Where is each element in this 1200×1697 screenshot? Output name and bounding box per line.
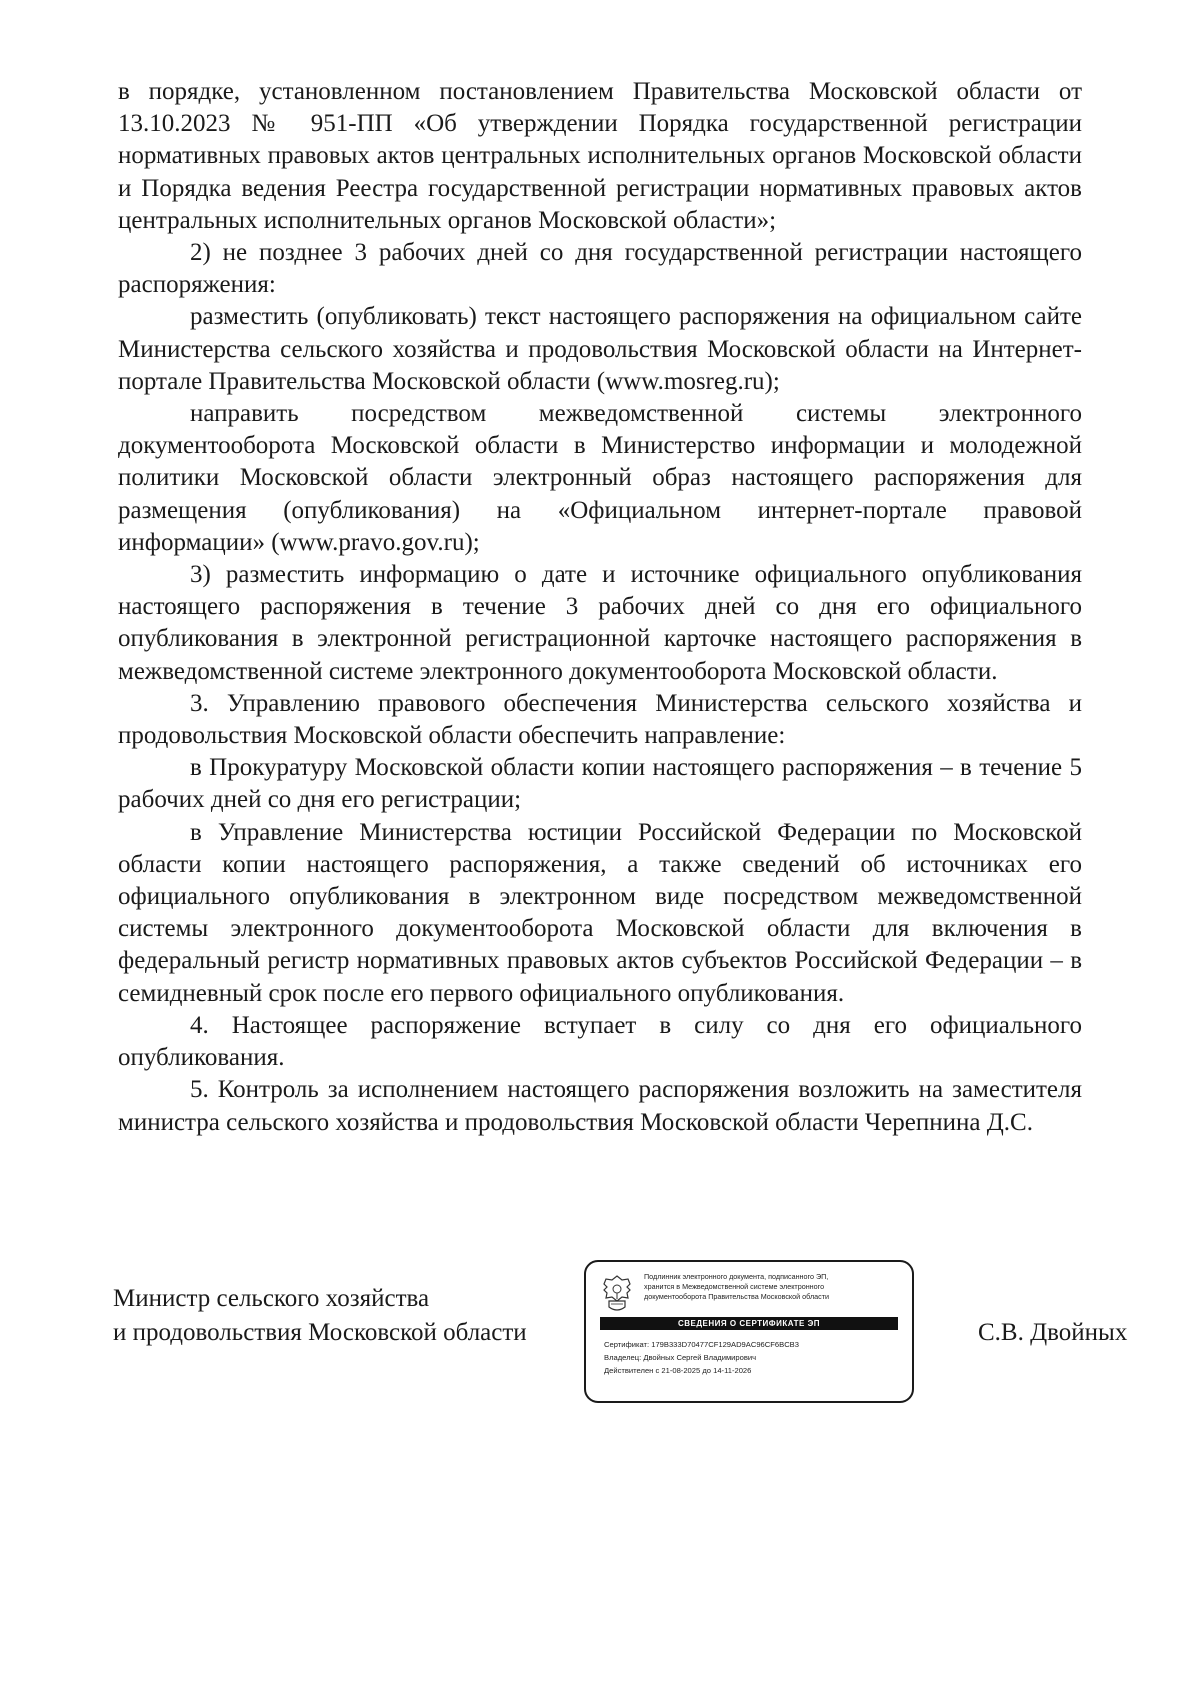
signatory-title-line: Министр сельского хозяйства: [113, 1285, 430, 1312]
stamp-certificate-banner: СВЕДЕНИЯ О СЕРТИФИКАТЕ ЭП: [600, 1317, 898, 1330]
stamp-header-line: документооборота Правительства Московской области: [644, 1292, 830, 1301]
certificate-owner: Владелец: Двойных Сергей Владимирович: [604, 1353, 757, 1362]
paragraph: 3) разместить информацию о дате и источнике официального опубликования настоящего распоряжения в течение 3 рабочих дней со дня его официального опубликования в электронной регистрационной карточке настоящего распоряжения в межведомственной системе электронного документооборота Московской области.: [118, 561, 1082, 685]
paragraph: 4. Настоящее распоряжение вступает в силу со дня его официального опубликования.: [118, 1011, 1082, 1072]
paragraph: 5. Контроль за исполнением настоящего распоряжения возложить на заместителя министра сельского хозяйства и продовольствия Московской области Черепнина Д.С.: [118, 1076, 1082, 1136]
stamp-header: [644, 1272, 908, 1302]
document-body: [118, 76, 1082, 1139]
paragraph: в Прокуратуру Московской области копии настоящего распоряжения – в течение 5 рабочих дней со дня его регистрации;: [118, 754, 1082, 814]
paragraph: направить посредством межведомственной системы электронного документооборота Московской области в Министерство информации и молодежной политики Московской области электронный образ настоящего распоряжения для размещения (опубликования) на «Официальном интернет-портале правовой информации» (www.pravo.gov.ru);: [118, 400, 1082, 556]
paragraph: 3. Управлению правового обеспечения Министерства сельского хозяйства и продовольствия Московской области обеспечить направление:: [118, 689, 1082, 750]
signatory-title-line: и продовольствия Московской области: [113, 1319, 527, 1346]
signatory-title: [113, 1282, 527, 1350]
paragraph: в Управление Министерства юстиции Российской Федерации по Московской области копии настоящего распоряжения, а также сведений об источниках его официального опубликования в электронном виде посредством межведомственной системы электронного документооборота Московской области для включения в федеральный регистр нормативных правовых актов субъектов Российской Федерации – в семидневный срок после его первого официального опубликования.: [118, 818, 1082, 1007]
electronic-signature-stamp: [584, 1260, 914, 1403]
paragraph: в порядке, установленном постановлением Правительства Московской области от 13.10.2023 № 951-ПП «Об утверждении Порядка государственной регистрации нормативных правовых актов центральных исполнительных органов Московской области и Порядка ведения Реестра государственной регистрации нормативных правовых актов центральных исполнительных органов Московской области»;: [118, 78, 1082, 234]
paragraph: 2) не позднее 3 рабочих дней со дня государственной регистрации настоящего распоряжения:: [118, 239, 1082, 299]
stamp-details: [604, 1338, 799, 1377]
moscow-oblast-coat-of-arms-icon: [600, 1274, 634, 1314]
signature-block: [0, 1236, 1200, 1416]
certificate-serial: Сертификат: 179B333D70477CF129AD9AC96CF6BCB3: [604, 1340, 799, 1349]
signatory-name: С.В. Двойных: [978, 1319, 1128, 1346]
certificate-validity: Действителен с 21-08-2025 до 14-11-2026: [604, 1366, 752, 1375]
paragraph: разместить (опубликовать) текст настоящего распоряжения на официальном сайте Министерства сельского хозяйства и продовольствия Московской области на Интернет-портале Правительства Московской области (www.mosreg.ru);: [118, 303, 1082, 395]
stamp-header-line: Подлинник электронного документа, подписанного ЭП,: [644, 1272, 829, 1281]
stamp-header-line: хранится в Межведомственной системе электронного: [644, 1282, 825, 1291]
